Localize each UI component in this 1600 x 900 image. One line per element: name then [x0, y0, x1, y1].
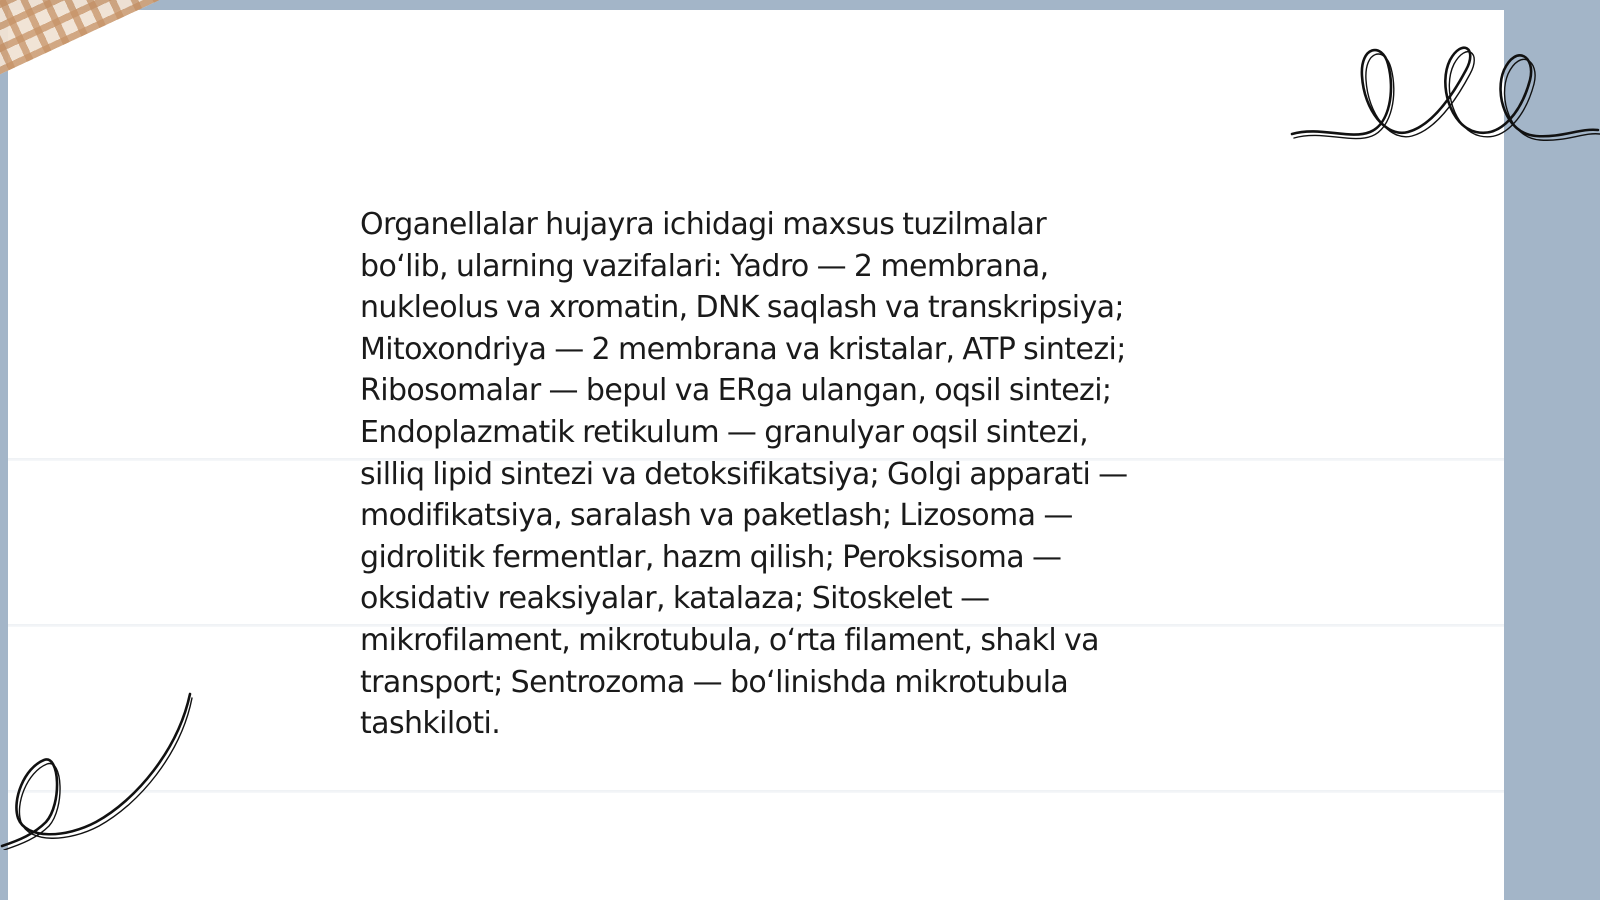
paragraph-line: oksidativ reaksiyalar, katalaza; Sitoskelet —	[360, 581, 990, 617]
paragraph-line: Ribosomalar — bepul va ERga ulangan, oqsil sintezi;	[360, 373, 1112, 409]
paragraph-line: bo‘lib, ularning vazifalari: Yadro — 2 membrana,	[360, 248, 1049, 284]
paragraph-line: Organellalar hujayra ichidagi maxsus tuzilmalar	[360, 207, 1047, 242]
paragraph-line: transport; Sentrozoma — bo‘linishda mikrotubula	[360, 664, 1069, 700]
paragraph-line: gidrolitik fermentlar, hazm qilish; Peroksisoma —	[360, 539, 1062, 575]
paragraph-line: silliq lipid sintezi va detoksifikatsiya; Golgi apparati —	[360, 456, 1128, 492]
paragraph-line: tashkiloti.	[360, 706, 501, 742]
curl-scribble-icon	[0, 690, 200, 850]
paragraph-line: mikrofilament, mikrotubula, o‘rta filament, shakl va	[360, 622, 1099, 658]
paragraph-line: nukleolus va xromatin, DNK saqlash va transkripsiya;	[360, 290, 1124, 326]
organelles-paragraph	[360, 204, 1240, 745]
paper-fold-line	[8, 790, 1504, 793]
paragraph-line: Endoplazmatik retikulum — granulyar oqsil sintezi,	[360, 414, 1089, 450]
loop-scribble-icon	[1290, 30, 1600, 165]
checkered-tape-icon	[0, 0, 571, 79]
paragraph-line: modifikatsiya, saralash va paketlash; Lizosoma —	[360, 498, 1073, 534]
paragraph-line: Mitoxondriya — 2 membrana va kristalar, ATP sintezi;	[360, 331, 1126, 367]
